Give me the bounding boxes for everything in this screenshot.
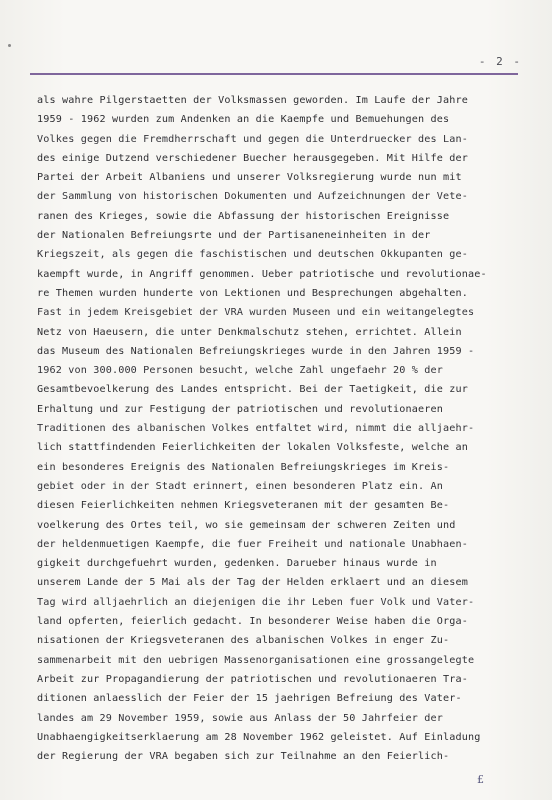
text-line: land opferten, feierlich gedacht. In besonderer Weise haben die Orga- — [37, 616, 468, 628]
text-line: voelkerung des Ortes teil, wo sie gemeinsam der schweren Zeiten und — [37, 519, 456, 531]
text-line: der heldenmuetigen Kaempfe, die fuer Freiheit und nationale Unabhaen- — [37, 538, 468, 550]
text-line: ein besonderes Ereignis des Nationalen Befreiungskrieges im Kreis- — [37, 461, 450, 473]
text-line: nisationen der Kriegsveteranen des albanischen Volkes in enger Zu- — [37, 635, 450, 647]
text-line: gebiet oder in der Stadt erinnert, einen besonderen Platz ein. An — [37, 480, 443, 492]
text-line: Volkes gegen die Fremdherrschaft und gegen die Unterdruecker des Lan- — [37, 133, 468, 145]
margin-mark: £ — [477, 773, 484, 786]
text-line: Traditionen des albanischen Volkes entfaltet wird, nimmt die alljaehr- — [37, 423, 475, 435]
text-line: Tag wird alljaehrlich an diejenigen die ihr Leben fuer Volk und Vater- — [37, 596, 475, 608]
text-line: Netz von Haeusern, die unter Denkmalschutz stehen, errichtet. Allein — [37, 326, 462, 338]
text-line: unserem Lande der 5 Mai als der Tag der Helden erklaert und an diesem — [37, 577, 468, 589]
text-line: gigkeit durchgefuehrt wurden, gedenken. Darueber hinaus wurde in — [37, 558, 437, 570]
text-line: 1962 von 300.000 Personen besucht, welche Zahl ungefaehr 20 % der — [37, 365, 443, 377]
text-line: re Themen wurden hunderte von Lektionen und Besprechungen abgehalten. — [37, 287, 468, 299]
text-line: der Sammlung von historischen Dokumenten und Aufzeichnungen der Vete- — [37, 191, 468, 203]
text-line: der Regierung der VRA begaben sich zur Teilnahme an den Feierlich- — [37, 751, 450, 763]
text-line: Partei der Arbeit Albaniens und unserer Volksregierung wurde nun mit — [37, 172, 462, 184]
text-line: das Museum des Nationalen Befreiungskrieges wurde in den Jahren 1959 - — [37, 345, 475, 357]
text-line: Unabhaengigkeitserklaerung am 28 November 1962 geleistet. Auf Einladung — [37, 731, 481, 743]
punch-mark — [8, 44, 11, 47]
text-line: ditionen anlaesslich der Feier der 15 jaehrigen Befreiung des Vater- — [37, 693, 462, 705]
page-number: - 2 - — [478, 55, 522, 68]
text-line: kaempft wurde, in Angriff genommen. Ueber patriotische und revolutionae- — [37, 268, 487, 280]
text-line: diesen Feierlichkeiten nehmen Kriegsveteranen mit der gesamten Be- — [37, 500, 450, 512]
text-line: 1959 - 1962 wurden zum Andenken an die Kaempfe und Bemuehungen des — [37, 114, 450, 126]
text-line: landes am 29 November 1959, sowie aus Anlass der 50 Jahrfeier der — [37, 712, 443, 724]
header-rule — [30, 73, 518, 75]
text-line: ranen des Krieges, sowie die Abfassung der historischen Ereignisse — [37, 210, 450, 222]
text-line: als wahre Pilgerstaetten der Volksmassen geworden. Im Laufe der Jahre — [37, 95, 468, 106]
text-line: des einige Dutzend verschiedener Buecher herausgegeben. Mit Hilfe der — [37, 152, 468, 164]
text-line: lich stattfindenden Feierlichkeiten der lokalen Volksfeste, welche an — [37, 442, 468, 454]
text-line: Kriegszeit, als gegen die faschistischen und deutschen Okkupanten ge- — [37, 249, 468, 261]
body-text — [37, 91, 517, 766]
text-line: Fast in jedem Kreisgebiet der VRA wurden Museen und ein weitangelegtes — [37, 307, 475, 319]
text-line: Gesamtbevoelkerung des Landes entspricht. Bei der Taetigkeit, die zur — [37, 384, 468, 396]
text-line: Arbeit zur Propagandierung der patriotischen und revolutionaeren Tra- — [37, 673, 468, 685]
text-line: sammenarbeit mit den uebrigen Massenorganisationen eine grossangelegte — [37, 654, 475, 666]
text-line: Erhaltung und zur Festigung der patriotischen und revolutionaeren — [37, 403, 443, 415]
text-line: der Nationalen Befreiungsrte und der Partisaneneinheiten in der — [37, 230, 431, 242]
